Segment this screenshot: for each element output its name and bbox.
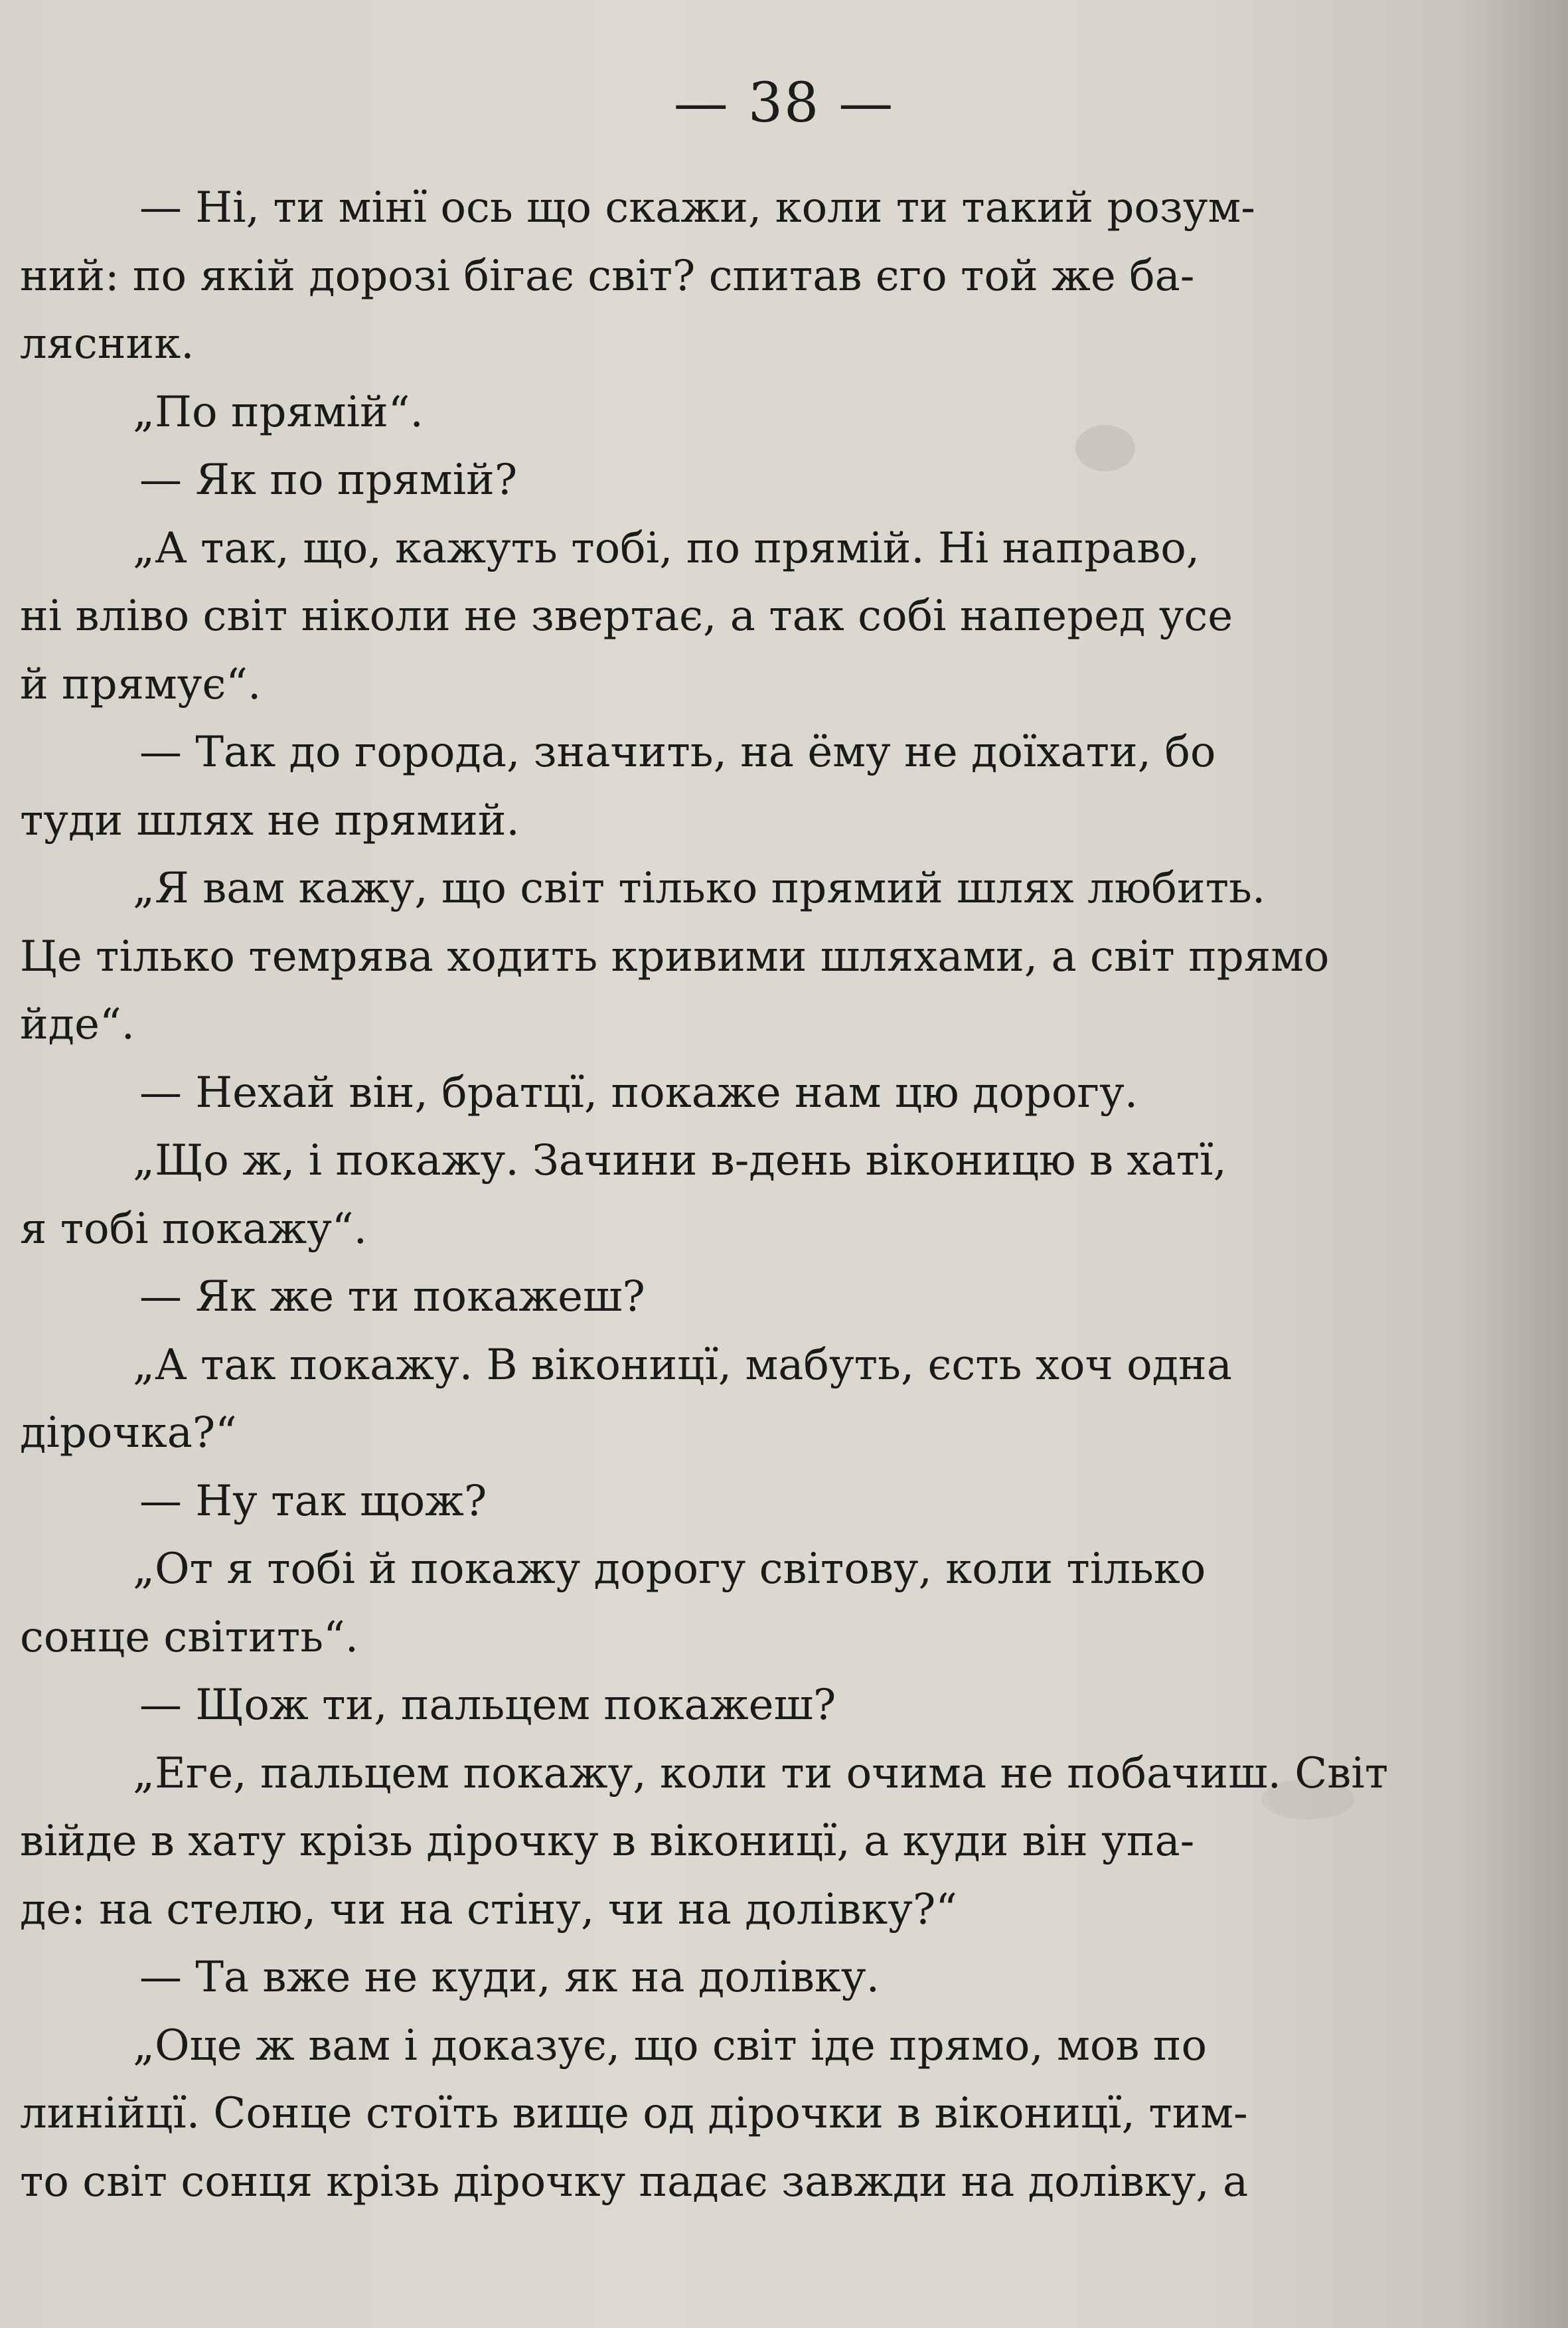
text-line: линійцї. Сонце стоїть вище од дірочки в віконицї, тим-	[20, 2089, 1248, 2138]
text-line: „Оце ж вам і доказує, що світ іде прямо, мов по	[133, 2021, 1207, 2070]
text-line: йде“.	[20, 1000, 135, 1049]
text-line: — Та вже не куди, як на долівку.	[139, 1953, 880, 2002]
text-line: ні вліво світ ніколи не звертає, а так собі наперед усе	[20, 592, 1233, 641]
text-line: війде в хату крізь дірочку в віконицї, а куди він упа-	[20, 1817, 1195, 1866]
text-line: Це тілько темрява ходить кривими шляхами, а світ прямо	[20, 932, 1330, 981]
text-line: я тобі покажу“.	[20, 1204, 367, 1254]
text-line: — Так до города, значить, на ёму не доїхати, бо	[139, 728, 1216, 777]
text-line: — Щож ти, пальцем покажеш?	[139, 1681, 836, 1730]
text-line: то світ сонця крізь дірочку падає завжди на долівку, а	[20, 2157, 1249, 2206]
text-line: — Ну так щож?	[139, 1476, 487, 1526]
text-line: „Я вам кажу, що світ тілько прямий шлях любить.	[133, 864, 1266, 913]
text-line: — Нехай він, братцї, покаже нам цю дорогу.	[139, 1068, 1138, 1118]
text-line: туди шлях не прямий.	[20, 795, 520, 845]
text-line: лясник.	[20, 319, 195, 369]
page-body	[20, 174, 1547, 2216]
text-line: „А так, що, кажуть тобі, по прямій. Ні направо,	[133, 523, 1200, 573]
text-line: „По прямій“.	[133, 387, 424, 437]
text-line: ний: по якій дорозі бігає світ? спитав єго той же ба-	[20, 251, 1195, 301]
text-line: „А так покажу. В віконицї, мабуть, єсть хоч одна	[133, 1340, 1232, 1390]
text-line: — Ні, ти мінї ось що скажи, коли ти такий розум-	[139, 183, 1255, 232]
text-line: й прямує“.	[20, 659, 262, 709]
text-line: де: на стелю, чи на стіну, чи на долівку?“	[20, 1884, 957, 1934]
text-line: — Як же ти покажеш?	[139, 1272, 645, 1321]
text-line: „От я тобі й покажу дорогу світову, коли тілько	[133, 1544, 1206, 1594]
page-number: — 38 —	[673, 72, 895, 135]
text-line: дірочка?“	[20, 1408, 237, 1457]
text-line: „Що ж, і покажу. Зачини в-день віконицю в хатї,	[133, 1136, 1227, 1185]
text-line: „Еге, пальцем покажу, коли ти очима не побачиш. Світ	[133, 1748, 1389, 1798]
text-line: сонце світить“.	[20, 1612, 359, 1662]
text-line: — Як по прямій?	[139, 456, 518, 505]
